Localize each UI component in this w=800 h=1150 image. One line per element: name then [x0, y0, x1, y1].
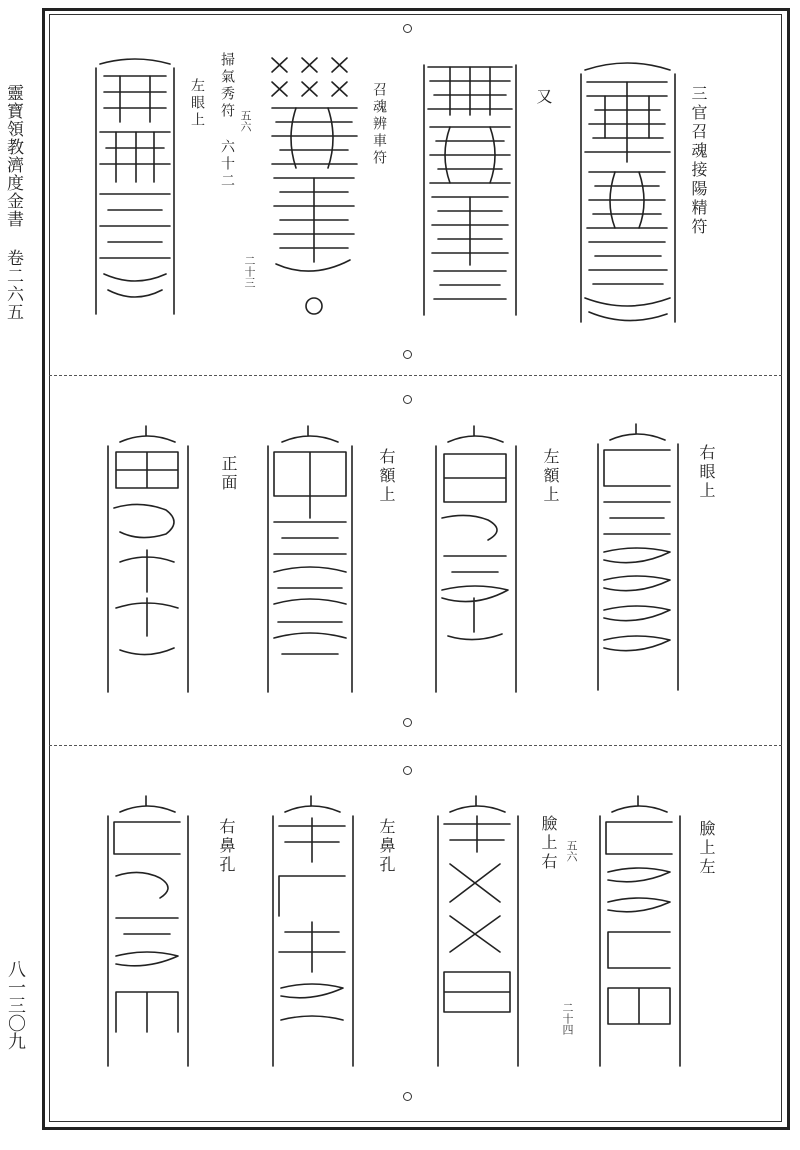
talisman-label: 右額上 — [377, 448, 396, 505]
small-note: 二十三 — [243, 255, 256, 288]
small-note: 二十四 — [561, 1002, 574, 1035]
center-mark — [403, 1092, 412, 1101]
talisman-label: 臉上左 — [697, 820, 716, 877]
talisman-seal — [420, 55, 520, 325]
panel-divider-2 — [49, 745, 782, 746]
talisman-seal — [428, 422, 523, 697]
talisman-title: 又 — [534, 88, 553, 107]
book-title: 靈寶領教濟度金書 卷二六五 — [3, 84, 23, 321]
talisman-title: 召魂辨車符 — [371, 82, 387, 167]
small-note: 五六 — [565, 840, 578, 862]
talisman-title: 左眼上 — [189, 78, 205, 129]
talisman-seal — [590, 420, 685, 695]
talisman-seal — [260, 422, 360, 697]
talisman-seal — [100, 792, 195, 1072]
talisman-label: 臉上右 — [539, 815, 558, 872]
talisman-seal — [90, 52, 180, 322]
talisman-seal — [262, 48, 367, 318]
panel-divider-1 — [49, 375, 782, 376]
talisman-seal — [265, 792, 360, 1072]
talisman-title: 三官召魂接陽精符 — [689, 85, 708, 237]
center-mark — [403, 350, 412, 359]
talisman-label: 左額上 — [541, 448, 560, 505]
page-number: 八一三〇九 — [5, 960, 26, 1050]
talisman-label: 正面 — [219, 455, 238, 493]
talisman-seal — [592, 792, 687, 1072]
talisman-seal — [100, 422, 195, 697]
talisman-seal — [430, 792, 525, 1072]
talisman-seal — [575, 52, 680, 332]
talisman-label: 右鼻孔 — [217, 818, 236, 875]
talisman-label: 左鼻孔 — [377, 818, 396, 875]
center-mark — [403, 395, 412, 404]
center-mark — [403, 718, 412, 727]
center-mark — [403, 766, 412, 775]
talisman-label: 右眼上 — [697, 444, 716, 501]
talisman-title: 掃氣秀符 六十二 — [219, 52, 235, 190]
center-mark — [403, 24, 412, 33]
small-note: 五六 — [239, 110, 252, 132]
